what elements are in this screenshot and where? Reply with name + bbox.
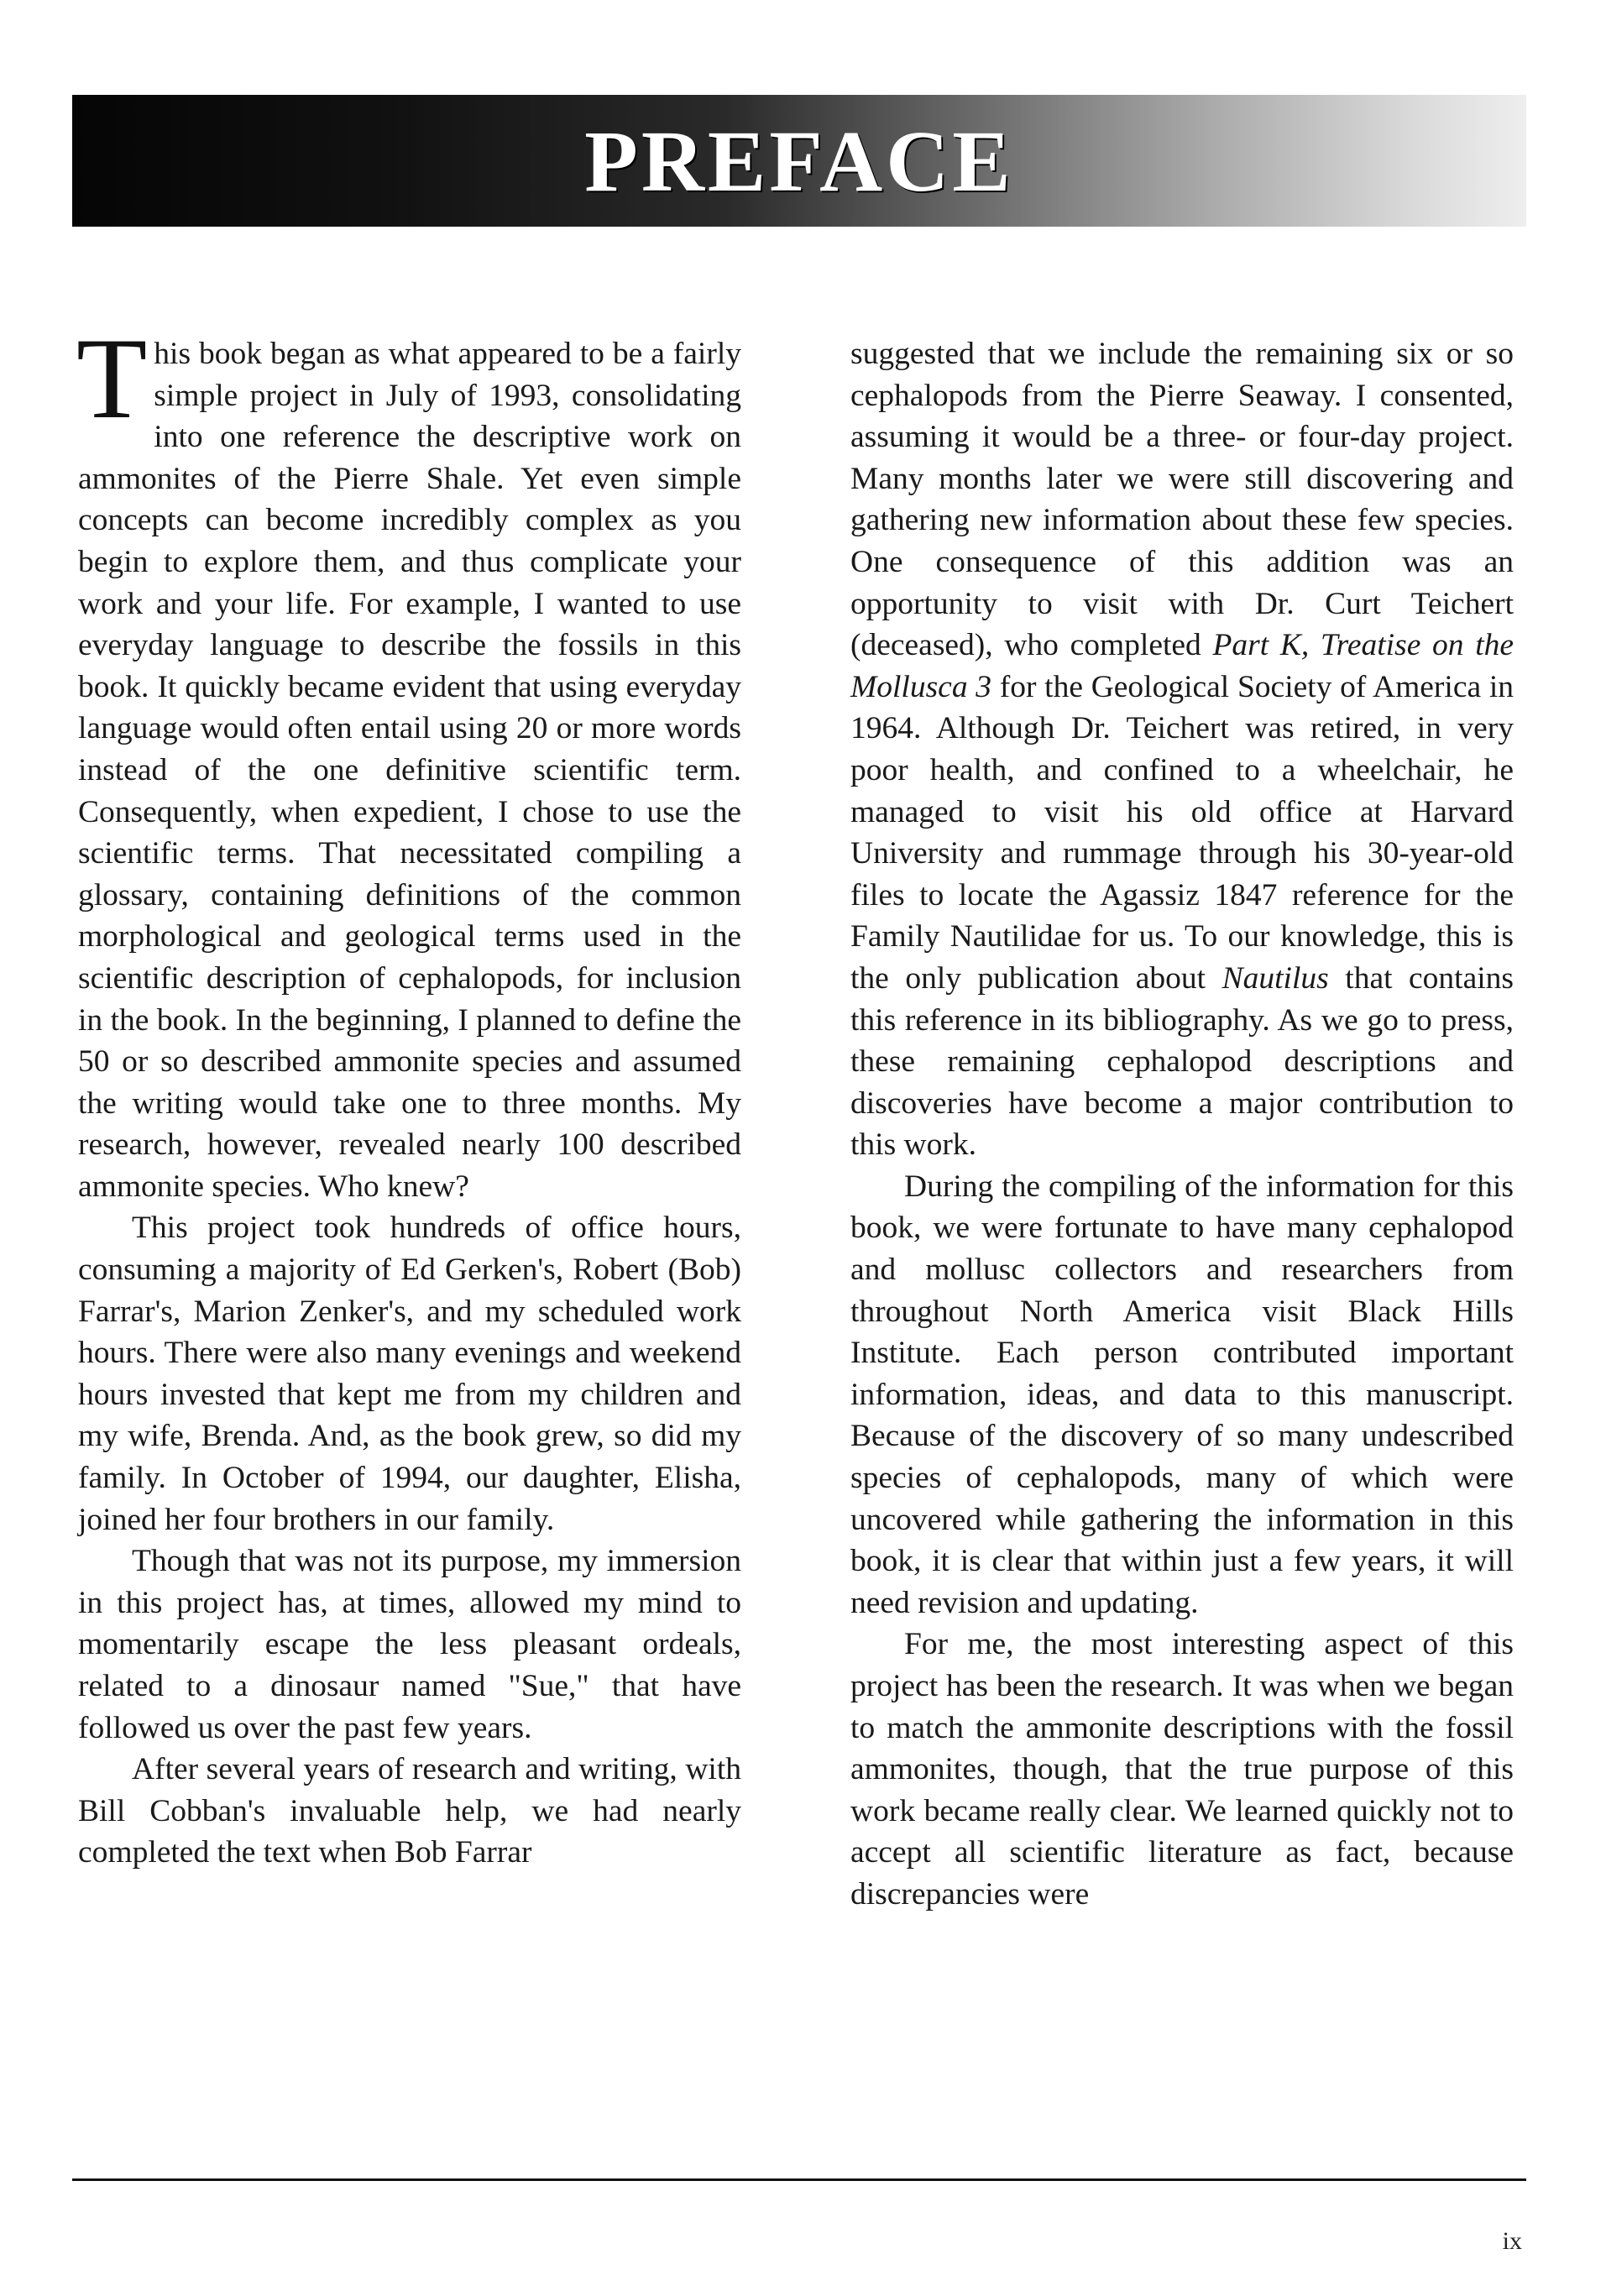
drop-cap: T [76, 314, 148, 442]
paragraph-1 [76, 314, 741, 1207]
footer-rule [72, 2178, 1526, 2181]
paragraph-5-text-c: that contains this reference in its bibliography. As we go to press, these remaining cephalopod descriptions and discoveries have become a major contribution to this work. [850, 960, 1514, 1163]
left-column [76, 314, 741, 1874]
paragraph-2: This project took hundreds of office hours, consuming a majority of Ed Gerken's, Robert (Bob) Farrar's, Marion Zenker's, and my scheduled work hours. There were also many evenings and weekend hours invested that kept me from my children and my wife, Brenda. And, as the book grew, so did my family. In October of 1994, our daughter, Elisha, joined her four brothers in our family. [78, 1211, 741, 1537]
paragraph-3: Though that was not its purpose, my immersion in this project has, at times, allowed my mind to momentarily escape the less pleasant ordeals, related to a dinosaur named "Sue," that have followed us over the past few years. [78, 1544, 741, 1745]
preface-banner [72, 95, 1526, 227]
treatise-title: Part K, Treatise on the Mollusca 3 [850, 628, 1514, 704]
paragraph-5-text-b: for the Geological Society of America in 1964. Although Dr. Teichert was retired, in very poor health, and confined to a wheelchair, he managed to visit his old office at Harvard University and rummage through his 30-year-old files to locate the Agassiz 1847 reference for the Family Nautilidae for us. To our knowledge, this is the only publication about [850, 669, 1514, 996]
paragraph-7: For me, the most interesting aspect of this project has been the research. It was when we began to match the ammonite descriptions with the fossil ammonites, though, that the true purpose of this work became really clear. We learned quickly not to accept all scientific literature as fact, because discrepancies were [850, 1627, 1514, 1912]
paragraph-5 [850, 333, 1514, 1166]
page-title: PREFACE [584, 113, 1014, 210]
paragraph-1-text: his book began as what appeared to be a fairly simple project in July of 1993, consolidating into one reference the descriptive work on ammonites of the Pierre Shale. Yet even simple concepts can become incredibly complex as you begin to explore them, and thus complicate your work and your life. For example, I wanted to use everyday language to describe the fossils in this book. It quickly became evident that using everyday language would often entail using 20 or more words instead of the one definitive scientific term. Consequently, when expedient, I chose to use the scientific terms. That necessitated compiling a glossary, containing definitions of the common morphological and geological terms used in the scientific description of cephalopods, for inclusion in the book. In the beginning, I planned to define the 50 or so described ammonite species and assumed the writing would take one to three months. My research, however, revealed nearly 100 described ammonite species. Who knew? [78, 337, 741, 1204]
paragraph-6: During the compiling of the information for this book, we were fortunate to have many cephalopod and mollusc collectors and researchers from throughout North America visit Black Hills Institute. Each person contributed important information, ideas, and data to this manuscript. Because of the discovery of so many undescribed species of cephalopods, many of which were uncovered while gathering the information in this book, it is clear that within just a few years, it will need revision and updating. [850, 1169, 1514, 1620]
page-number: ix [1502, 2227, 1522, 2255]
nautilus-term: Nautilus [1222, 960, 1329, 996]
paragraph-4: After several years of research and writing, with Bill Cobban's invaluable help, we had nearly completed the text when Bob Farrar [78, 1752, 741, 1870]
right-column [850, 333, 1514, 1916]
paragraph-5-text-a: suggested that we include the remaining six or so cephalopods from the Pierre Seaway. I consented, assuming it would be a three- or four-day project. Many months later we were still discovering and gathering new information about these few species. One consequence of this addition was an opportunity to visit with Dr. Curt Teichert (deceased), who completed [850, 337, 1514, 663]
